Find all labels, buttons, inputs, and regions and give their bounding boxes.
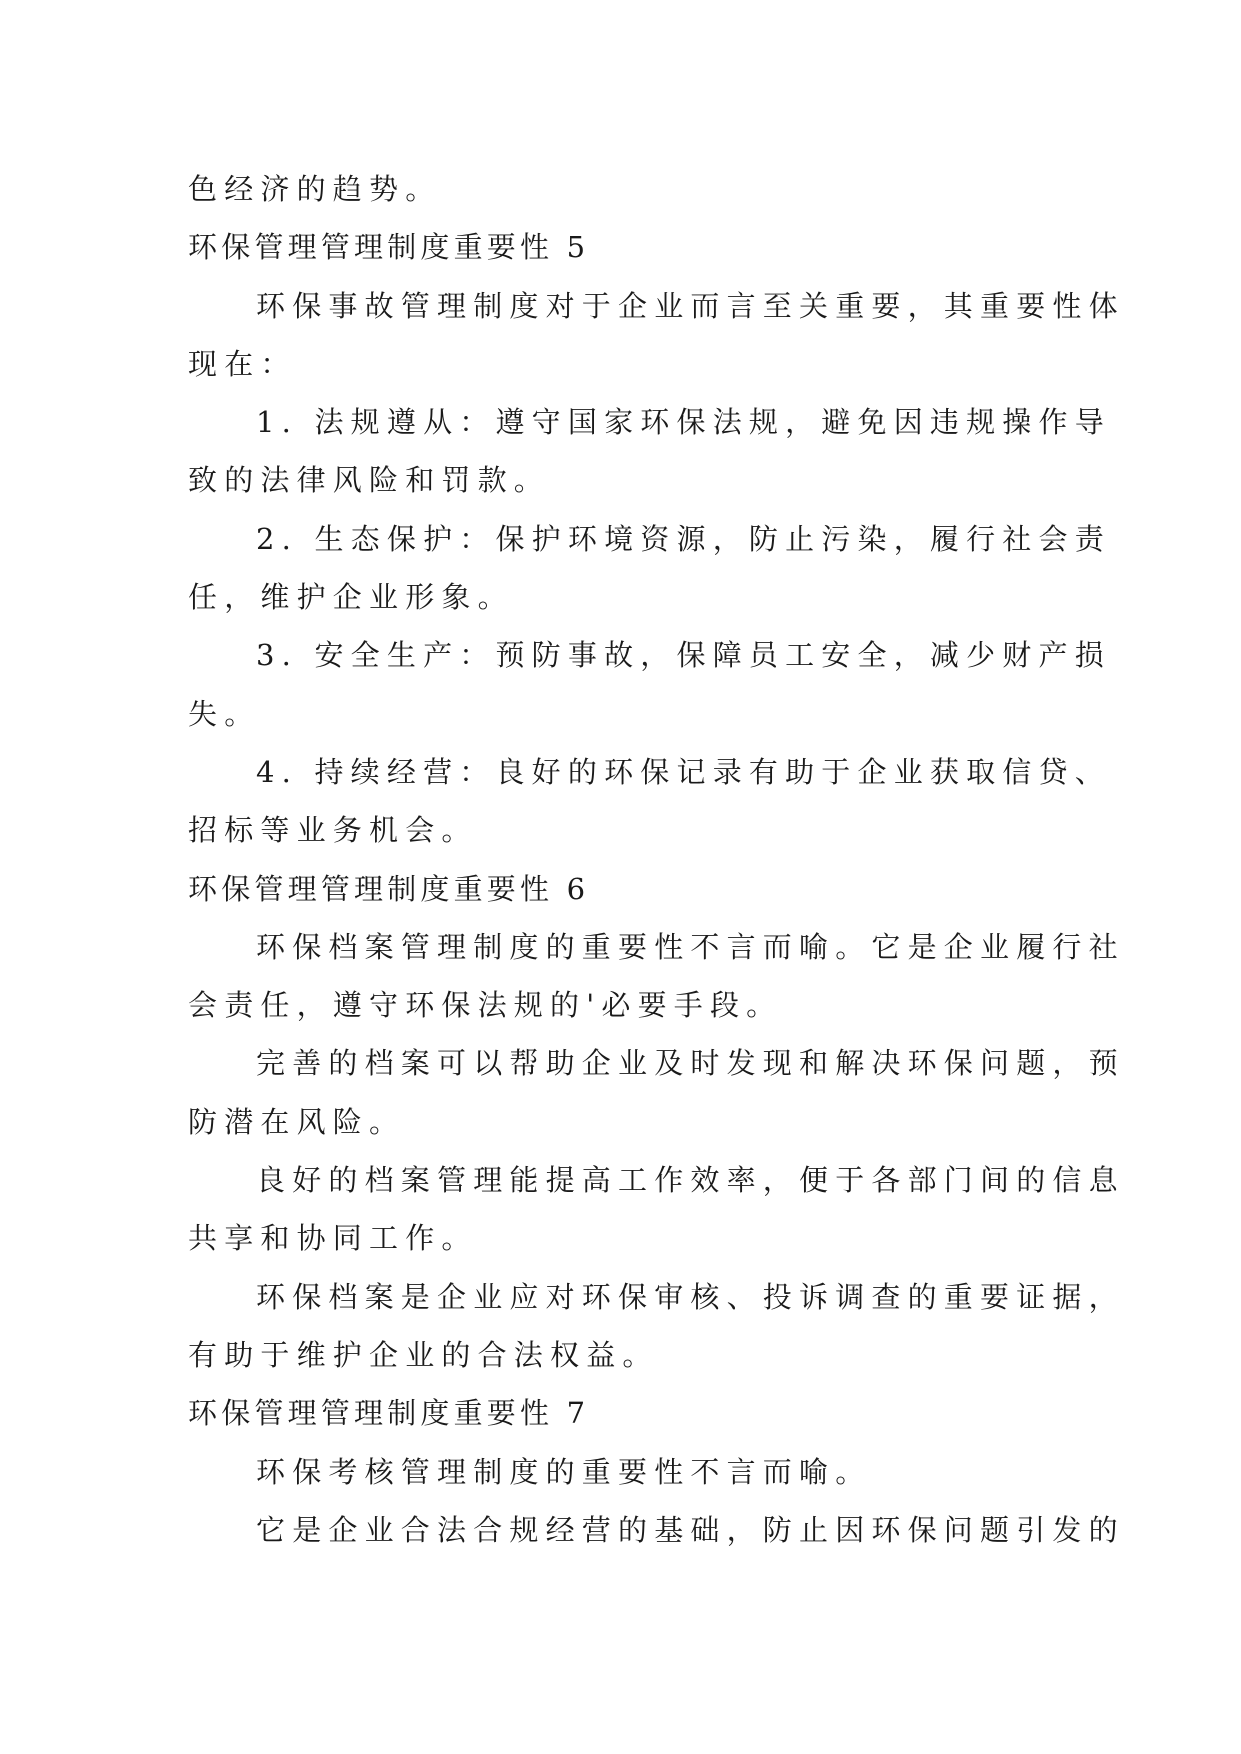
paragraph-line: 良好的档案管理能提高工作效率，便于各部门间的信息: [256, 1163, 1125, 1198]
list-item-4-continued: 招标等业务机会。: [188, 813, 478, 848]
paragraph-line: 它是企业合法合规经营的基础，防止因环保问题引发的: [256, 1512, 1125, 1547]
paragraph-line: 色经济的趋势。: [188, 172, 442, 206]
paragraph-line: 环保档案是企业应对环保审核、投诉调查的重要证据，: [256, 1279, 1125, 1314]
paragraph-line: 环保考核管理制度的重要性不言而喻。: [256, 1454, 872, 1489]
list-item-4: 4. 持续经营：良好的环保记录有助于企业获取信贷、: [256, 754, 1111, 789]
list-item-1: 1. 法规遵从：遵守国家环保法规，避免因违规操作导: [256, 405, 1111, 440]
paragraph-line: 会责任，遵守环保法规的'必要手段。: [188, 988, 783, 1023]
document-body: [188, 160, 1125, 1559]
paragraph-line: 共享和协同工作。: [188, 1221, 478, 1256]
paragraph-line: 环保档案管理制度的重要性不言而喻。它是企业履行社: [256, 929, 1125, 964]
list-item-2-continued: 任，维护企业形象。: [188, 580, 514, 615]
list-item-1-continued: 致的法律风险和罚款。: [188, 463, 551, 498]
section-heading-7: 环保管理管理制度重要性 7: [188, 1396, 590, 1431]
paragraph-line: 防潜在风险。: [188, 1104, 406, 1139]
section-heading-5: 环保管理管理制度重要性 5: [188, 230, 590, 265]
paragraph-line: 有助于维护企业的合法权益。: [188, 1337, 659, 1372]
list-item-3: 3. 安全生产：预防事故，保障员工安全，减少财产损: [256, 638, 1111, 673]
paragraph-line: 完善的档案可以帮助企业及时发现和解决环保问题，预: [256, 1046, 1125, 1081]
list-item-3-continued: 失。: [188, 696, 261, 731]
paragraph-line: 现在：: [188, 346, 297, 381]
section-heading-6: 环保管理管理制度重要性 6: [188, 871, 590, 906]
paragraph-line: 环保事故管理制度对于企业而言至关重要，其重要性体: [256, 288, 1125, 323]
list-item-2: 2. 生态保护：保护环境资源，防止污染，履行社会责: [256, 521, 1111, 556]
